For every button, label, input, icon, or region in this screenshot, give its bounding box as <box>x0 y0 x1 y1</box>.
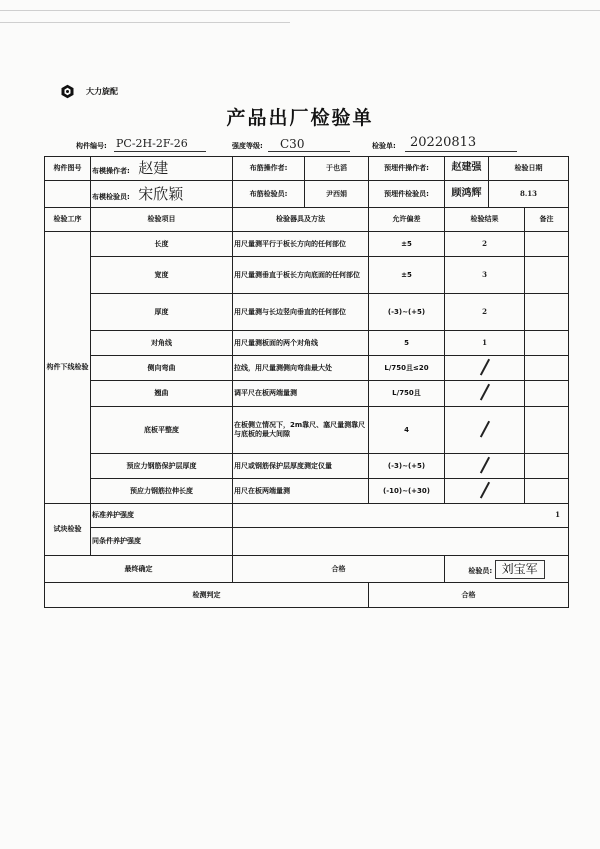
row-tolerance: 5 <box>369 331 445 356</box>
embed-operator-signature: 赵建强 <box>445 157 489 181</box>
row-tolerance: 4 <box>369 407 445 454</box>
row-item: 厚度 <box>91 294 233 331</box>
table-row <box>45 232 569 257</box>
col-remark: 备注 <box>525 208 569 232</box>
row-item: 对角线 <box>91 331 233 356</box>
table-row <box>45 331 569 356</box>
row-remark <box>525 294 569 331</box>
table-row <box>45 356 569 381</box>
scan-line <box>0 22 290 23</box>
rebar-inspector-label: 布筋检验员: <box>233 181 305 208</box>
company-name: 大力旋配 <box>86 87 118 96</box>
row-result-slash <box>445 479 525 504</box>
slash-mark-icon <box>480 481 490 498</box>
row-tolerance: L/750且 <box>369 381 445 407</box>
col-item: 检验项目 <box>91 208 233 232</box>
standard-curing-mark: 1 <box>555 510 560 520</box>
formwork-inspector-label: 布模检验员: <box>92 192 130 201</box>
formwork-inspector-signature: 宋欣颖 <box>138 184 184 203</box>
row-tolerance: (-3)~(+5) <box>369 454 445 479</box>
table-row <box>45 257 569 294</box>
row-tolerance: L/750且≤20 <box>369 356 445 381</box>
table-row <box>45 381 569 407</box>
inspection-no-value: 20220813 <box>410 135 477 150</box>
row-result: 2 <box>445 294 525 331</box>
row-result-slash <box>445 454 525 479</box>
row-method: 在板侧立情况下，2m靠尺、塞尺量测靠尺与底板的最大间隙 <box>233 407 369 454</box>
embed-operator-label: 预埋件操作者: <box>369 157 445 181</box>
row-result: 3 <box>445 257 525 294</box>
rebar-operator-signature: 于也滔 <box>305 157 369 181</box>
final-inspector-label: 检验员: <box>468 566 493 575</box>
formwork-inspector-cell <box>91 181 233 208</box>
row-remark <box>525 356 569 381</box>
component-no-underline <box>114 151 206 152</box>
row-result: 2 <box>445 232 525 257</box>
final-row <box>45 556 569 583</box>
row-tolerance: ±5 <box>369 232 445 257</box>
col-process: 检验工序 <box>45 208 91 232</box>
operators-row <box>45 157 569 181</box>
final-label: 最终确定 <box>45 556 233 583</box>
final-value: 合格 <box>233 556 445 583</box>
standard-curing-row <box>45 504 569 528</box>
slash-mark-icon <box>480 420 490 437</box>
row-result-slash <box>445 381 525 407</box>
row-remark <box>525 232 569 257</box>
row-remark <box>525 331 569 356</box>
concrete-grade-label: 强度等级: <box>232 142 263 150</box>
embed-inspector-signature: 顾鸿辉 <box>445 181 489 208</box>
table-row <box>45 454 569 479</box>
component-no-value: PC-2H-2F-26 <box>116 137 188 150</box>
col-method: 检验器具及方法 <box>233 208 369 232</box>
inspection-form-table <box>44 156 569 608</box>
judgement-label: 检测判定 <box>45 583 369 608</box>
col-tolerance: 允许偏差 <box>369 208 445 232</box>
inspection-no-label: 检验单: <box>372 142 396 150</box>
row-item: 长度 <box>91 232 233 257</box>
concrete-grade-value: C30 <box>280 137 305 151</box>
row-item: 预应力钢筋拉伸长度 <box>91 479 233 504</box>
same-condition-row <box>45 528 569 556</box>
row-tolerance: (-10)~(+30) <box>369 479 445 504</box>
scan-line-top <box>0 10 600 11</box>
row-remark <box>525 381 569 407</box>
row-method: 用尺量测垂直于板长方向底面的任何部位 <box>233 257 369 294</box>
row-method: 拉线，用尺量测侧向弯曲最大处 <box>233 356 369 381</box>
row-remark <box>525 257 569 294</box>
row-result-slash <box>445 356 525 381</box>
same-condition-value <box>233 528 569 556</box>
final-inspector-signature: 刘宝军 <box>495 560 545 579</box>
column-header-row <box>45 208 569 232</box>
final-inspector-cell <box>445 556 569 583</box>
row-remark <box>525 479 569 504</box>
row-method: 用尺量测平行于板长方向的任何部位 <box>233 232 369 257</box>
standard-curing-value <box>233 504 569 528</box>
row-item: 底板平整度 <box>91 407 233 454</box>
component-code-label: 构件图号 <box>45 157 91 181</box>
judgement-row <box>45 583 569 608</box>
row-method: 用尺量测板面的两个对角线 <box>233 331 369 356</box>
slash-mark-icon <box>480 456 490 473</box>
table-row <box>45 294 569 331</box>
section-label: 构件下线检验 <box>45 232 91 504</box>
row-remark <box>525 454 569 479</box>
same-condition-label: 同条件养护强度 <box>91 528 233 556</box>
row-item: 翘曲 <box>91 381 233 407</box>
row-result-slash <box>445 407 525 454</box>
row-item: 预应力钢筋保护层厚度 <box>91 454 233 479</box>
row-item: 侧向弯曲 <box>91 356 233 381</box>
standard-curing-label: 标准养护强度 <box>91 504 233 528</box>
judgement-value: 合格 <box>369 583 569 608</box>
row-method: 用尺量测与长边竖向垂直的任何部位 <box>233 294 369 331</box>
inspectors-row <box>45 181 569 208</box>
formwork-operator-cell <box>91 157 233 181</box>
test-block-label: 试块检验 <box>45 504 91 556</box>
row-method: 用尺或钢筋保护层厚度测定仪量 <box>233 454 369 479</box>
embed-inspector-label: 预埋件检验员: <box>369 181 445 208</box>
row-tolerance: ±5 <box>369 257 445 294</box>
page-title: 产品出厂检验单 <box>226 107 374 129</box>
formwork-operator-signature: 赵建 <box>138 159 169 178</box>
slash-mark-icon <box>480 384 490 401</box>
rebar-inspector-signature: 尹西娟 <box>305 181 369 208</box>
inspection-no-underline <box>405 151 517 152</box>
row-remark <box>525 407 569 454</box>
concrete-grade-underline <box>268 151 350 152</box>
component-no-label: 构件编号: <box>76 142 107 150</box>
table-row <box>45 479 569 504</box>
rebar-operator-label: 布筋操作者: <box>233 157 305 181</box>
row-method: 调平尺在板两端量测 <box>233 381 369 407</box>
row-item: 宽度 <box>91 257 233 294</box>
row-method: 用尺在板两端量测 <box>233 479 369 504</box>
row-tolerance: (-3)~(+5) <box>369 294 445 331</box>
inspection-date-label: 检验日期 <box>489 157 569 181</box>
slash-mark-icon <box>480 358 490 375</box>
company-logo-icon <box>60 84 75 99</box>
component-code-value <box>45 181 91 208</box>
formwork-operator-label: 布模操作者: <box>92 167 130 176</box>
table-row <box>45 407 569 454</box>
inspection-date-value: 8.13 <box>489 181 569 208</box>
row-result: 1 <box>445 331 525 356</box>
col-result: 检验结果 <box>445 208 525 232</box>
